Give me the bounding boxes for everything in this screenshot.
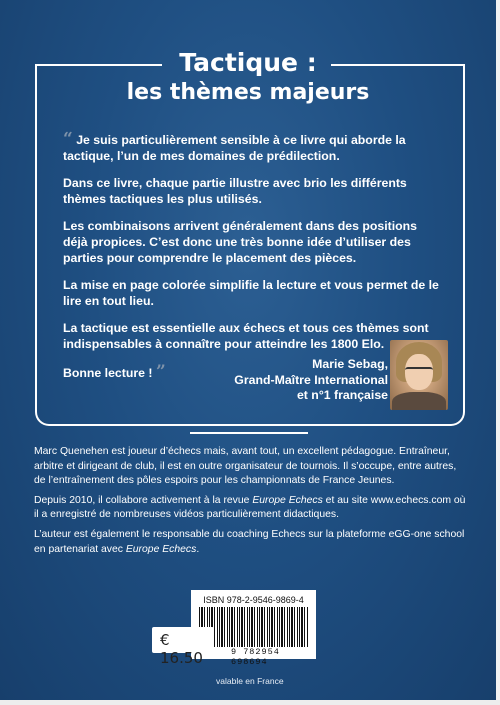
bio-paragraph: Marc Quenehen est joueur d’échecs mais, avant tout, un excellent pédagogue. Entraîneur, arbitre et dirigeant de club, il est en outre organisateur de tournois. Il s’occupe, entre autres, de l’entraînement des pôles espoirs pour les championnats de France Jeunes.	[34, 446, 457, 487]
close-quote-icon: ”	[155, 361, 166, 382]
quote-paragraph: Dans ce livre, chaque partie illustre avec brio les différents thèmes tactiques les plus utilisés.	[63, 176, 407, 206]
barcode-icon	[199, 607, 309, 647]
signature-name: Marie Sebag,	[312, 357, 388, 371]
bio-paragraph: L’auteur est également le responsable du coaching Echecs sur la plateforme eGG-one school en partenariat avec Europe Echecs.	[34, 528, 465, 555]
barcode-digits: 9 782954 698694	[231, 647, 280, 667]
quote-paragraph: La mise en page colorée simplifie la lecture et vous permet de le lire en tout lieu.	[63, 278, 439, 308]
title-line-1: Tactique :	[179, 48, 317, 77]
availability-note: valable en France	[216, 676, 284, 686]
bio-paragraph: Depuis 2010, il collabore activement à la revue Europe Echecs et au site www.echecs.com où il a enregistré de nombreuses vidéos particulièrement didactiques.	[34, 494, 466, 521]
quote-paragraph: La tactique est essentielle aux échecs et tous ces thèmes sont indispensables à connaître pour atteindre les 1800 Elo.	[63, 321, 429, 351]
price: € 16.50	[160, 631, 203, 667]
author-portrait-photo	[390, 340, 448, 410]
signature-title: Grand-Maître International	[234, 372, 388, 387]
isbn-text: ISBN 978-2-9546-9869-4	[203, 595, 304, 605]
quote-paragraph: “ Je suis particulièrement sensible à ce livre qui aborde la tactique, l’un de mes domaines de prédilection.	[63, 129, 406, 163]
quote-paragraph: Les combinaisons arrivent généralement dans des positions déjà propices. C’est donc une très bonne idée d’utiliser des parties pour comprendre le placement des pièces.	[63, 219, 417, 265]
author-bio	[34, 445, 468, 562]
quote-paragraph: Bonne lecture ! ”	[63, 361, 166, 382]
page-bottom-edge	[0, 700, 500, 705]
open-quote-icon: “	[63, 129, 73, 149]
divider	[190, 432, 308, 434]
page-edge	[496, 0, 500, 705]
price-sticker	[152, 627, 214, 667]
signature-rank: et n°1 française	[296, 388, 388, 403]
endorsement-quote	[63, 129, 443, 393]
signature	[230, 357, 388, 404]
title-line-2: les thèmes majeurs	[126, 80, 370, 105]
